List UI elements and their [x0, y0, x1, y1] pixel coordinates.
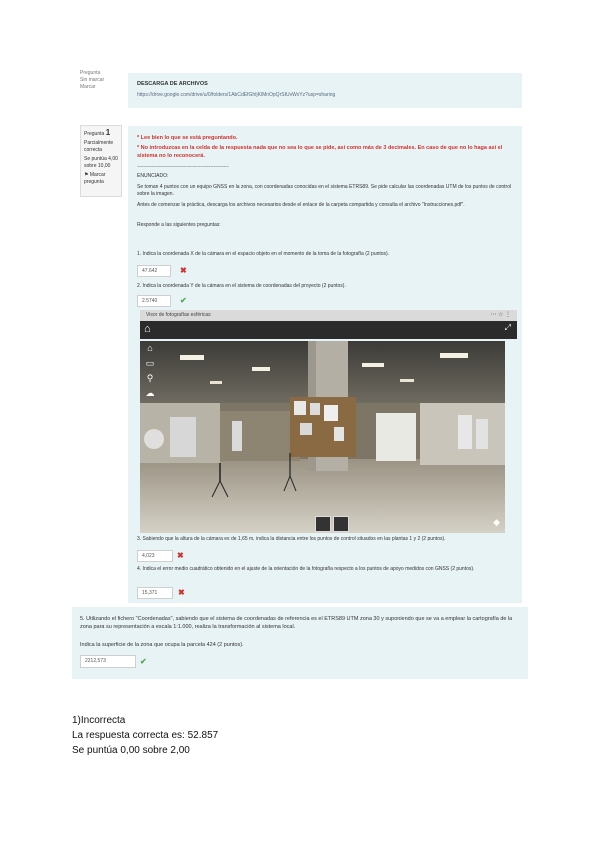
cube-icon[interactable]: ◆	[493, 517, 500, 527]
question-info-panel	[80, 125, 122, 197]
statement-p2: Antes de comenzar la práctica, descarga los archivos necesarios desde el enlace de la carpeta compartida y consulta el archivo "Instrucciones.pdf".	[137, 202, 465, 208]
search-icon[interactable]: ⚲	[146, 373, 154, 383]
question-4-text: 4. Indica el error medio cuadrático obtenido en el ajuste de la orientación de la fotografía respecto a los puntos de apoyo medidos con GNSS (2 puntos).	[137, 566, 475, 572]
result-line-3: Se puntúa 0,00 sobre 2,00	[72, 745, 190, 756]
enunciado-heading: ENUNCIADO:	[137, 173, 169, 179]
separator-dashes: -------------------------------------------------------	[137, 164, 229, 170]
viewer-toolbar	[140, 321, 517, 339]
incorrect-icon: ✖	[177, 551, 184, 560]
correct-icon: ✔	[180, 296, 187, 305]
panorama-photo[interactable]	[140, 341, 505, 533]
download-link[interactable]: https://drive.google.com/drive/u/0/folders/1AbCdEfGhIjKlMnOpQrStUvWxYz?usp=sharing	[137, 92, 336, 98]
question-2-text: 2. Indica la coordenada Y de la cámara en el sistema de coordenadas del proyecto (2 puntos).	[137, 283, 346, 289]
warning-2: * No introduzcas en la celda de la respuesta nada que no sea lo que se pide, así como más de 3 decimales. En caso de que no lo haga así el sistema no lo reconocerá.	[137, 145, 503, 159]
question-5-subtext: Indica la superficie de la zona que ocupa la parcela 424 (2 puntos).	[80, 642, 244, 648]
warning-1: * Lee bien lo que se está preguntando.	[137, 135, 238, 141]
flag-icon: ⚑	[84, 172, 89, 178]
incorrect-icon: ✖	[180, 266, 187, 275]
question-status: Sin marcar	[80, 77, 105, 83]
question-info-panel	[80, 70, 122, 108]
viewer-title: Visor de fotografías esféricas	[146, 312, 211, 318]
question-status: Parcialmente correcta	[84, 140, 114, 153]
result-line-1: 1)Incorrecta	[72, 715, 126, 726]
question-1-text: 1. Indica la coordenada X de la cámara en el espacio objeto en el momento de la toma de la fotografía (2 puntos).	[137, 251, 390, 257]
incorrect-icon: ✖	[178, 588, 185, 597]
cloud-icon[interactable]: ☁	[145, 388, 155, 398]
result-line-2: La respuesta correcta es: 52.857	[72, 730, 219, 741]
home-icon[interactable]: ⌂	[147, 343, 153, 353]
panorama-image	[140, 341, 505, 533]
answer-3-input[interactable]: 4,023	[137, 550, 173, 562]
correct-icon: ✔	[140, 657, 147, 666]
flag-question-link[interactable]: Marcar	[80, 84, 96, 90]
statement-p3: Responde a las siguientes preguntas:	[137, 222, 221, 228]
flag-question-link[interactable]: ⚑ Marcar pregunta	[84, 172, 106, 185]
answer-1-input[interactable]: 47.642	[137, 265, 171, 277]
download-block	[128, 73, 522, 108]
home-icon[interactable]: ⌂	[144, 323, 151, 335]
expand-icon[interactable]: ⤢	[504, 323, 511, 332]
screen-icon[interactable]: ▭	[145, 358, 155, 368]
photo-tool-button[interactable]	[315, 516, 331, 532]
statement-p1: Se toman 4 puntos con un equipo GNSS en la zona, con coordenadas conocidas en el sistema ETRS89. Se pide calcular las coordenadas UTM de los puntos de control sobre la imagen.	[137, 184, 512, 197]
question-5-block	[72, 607, 528, 679]
photo-tool-button[interactable]	[333, 516, 349, 532]
question-label: Pregunta	[80, 70, 101, 76]
download-title: DESCARGA DE ARCHIVOS	[137, 81, 208, 87]
answer-4-input[interactable]: 15,371	[137, 587, 173, 599]
question-3-text: 3. Sabiendo que la altura de la cámara es de 1,65 m, indica la distancia entre los puntos de control situados en las plantas 1 y 2 (2 puntos).	[137, 536, 446, 542]
question-5-text: 5. Utilizando el fichero "Coordenadas", sabiendo que el sistema de coordenadas de referencia es el ETRS89 UTM zona 30 y suponiendo que se va a emplear la cartografía de la zona para su representación a escala 1:1.000, realiza la transformación al sistema local.	[80, 616, 513, 630]
question-label: Pregunta 1	[84, 128, 111, 137]
viewer-browser-bar	[140, 310, 517, 321]
question-number: 1	[105, 128, 111, 137]
compass-icon[interactable]	[144, 429, 164, 449]
viewer-left-tools	[142, 341, 158, 401]
browser-controls-icon: ⋯ ☆ ⋮	[490, 312, 511, 318]
answer-2-input[interactable]: 2.5740	[137, 295, 171, 307]
answer-5-input[interactable]: 2212,573	[80, 655, 136, 668]
question-score: Se puntúa 4,00 sobre 10,00	[84, 156, 118, 169]
